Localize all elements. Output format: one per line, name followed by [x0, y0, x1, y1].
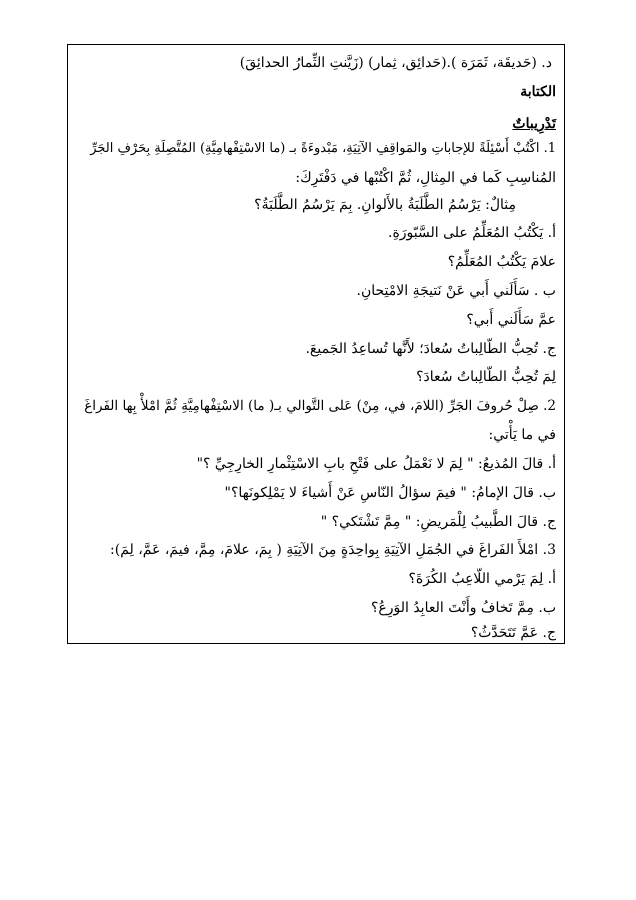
heading-exercises: تَدْرِيباتٌ [512, 116, 556, 132]
exercise-2-instruction-continued: في ما يَأْتي: [488, 427, 556, 443]
exercise-1-instruction-continued: المُناسِبِ كَما في المِثالِ، ثُمَّ اكْتُبْها في دَفْتَرِكَ: [295, 170, 556, 186]
exercise-1-c-question: لِمَ تُحِبُّ الطّالِباتُ سُعادَ؟ [416, 369, 556, 385]
exercise-1-instruction: 1. اكْتُبْ أَسْئِلَةً للإجاباتِ والمَواقِفِ الآتِيَةِ، مَبْدوءَةً بـ (ما الاسْتِفْهامِيَّةِ) المُتَّصِلَةِ بِحَرْفِ الجَرِّ [90, 141, 556, 156]
exercise-3-a: أ. لِمَ يَرْمي اللّاعِبُ الكُرَةَ؟ [408, 571, 556, 587]
top-line: د. (حَديقَة، ثَمَرَة ).(حَدائِق، ثِمار) (زَيَّنتِ الثِّمارُ الحدائِقَ) [239, 55, 552, 71]
example-line: مِثالٌ: يَرْسُمُ الطَّلَبَةُ بالأَلوانِ. بِمَ يَرْسُمُ الطَّلَبَةُ؟ [254, 197, 516, 213]
exercise-2-a: أ. قالَ المُذيعُ: " لِمَ لا نَعْمَلُ على فَتْحِ بابِ الاسْتِثْمارِ الخارِجِيِّ ؟" [196, 456, 556, 472]
exercise-2-c: ج. قالَ الطَّبيبُ لِلْمَريضِ: " مِمَّ تَشْتَكي؟ " [320, 514, 556, 530]
exercise-1-c-statement: ج. تُحِبُّ الطّالِباتُ سُعادَ؛ لأَنَّها تُساعِدُ الجَميعَ. [305, 341, 556, 357]
exercise-1-a-statement: أ. يَكْتُبُ المُعَلِّمُ على السَّبّورَةِ. [388, 225, 556, 241]
exercise-1-a-question: علامَ يَكْتُبُ المُعَلِّمُ؟ [447, 254, 556, 270]
exercise-3-b: ب. مِمَّ تَخافُ وأَنْتَ العابِدُ الوَرِعُ؟ [370, 600, 556, 616]
heading-writing: الكتابة [520, 84, 556, 100]
exercise-2-instruction: 2. صِلْ حُروفَ الجَرِّ (اللامَ، في، مِنْ) عَلى التَّوالي بـ( ما) الاسْتِفْهامِيَّةِ ثُمَّ امْلأْ بِها الفَراغَ [84, 398, 556, 414]
exercise-3-instruction: 3. امْلأَ الفَراغَ في الجُمَلِ الآتِيَةِ بِواحِدَةٍ مِنَ الآتِيَةِ ( بِمَ، علامَ، مِمَّ، فيمَ، عَمَّ، لِمَ): [110, 542, 556, 558]
bordered-text-box [67, 44, 565, 644]
exercise-1-b-question: عمَّ سَأَلَني أَبي؟ [466, 312, 556, 328]
exercise-2-b: ب. قالَ الإمامُ: " فيمَ سؤالُ النّاسِ عَنْ أَشياءَ لا يَمْلِكونَها؟" [224, 485, 556, 501]
exercise-1-b-statement: ب . سَأَلَني أَبي عَنْ نَتيجَةِ الامْتِحانِ. [356, 283, 556, 299]
exercise-3-c: ج. عَمَّ تَتَحَدَّثُ؟ [470, 625, 556, 641]
